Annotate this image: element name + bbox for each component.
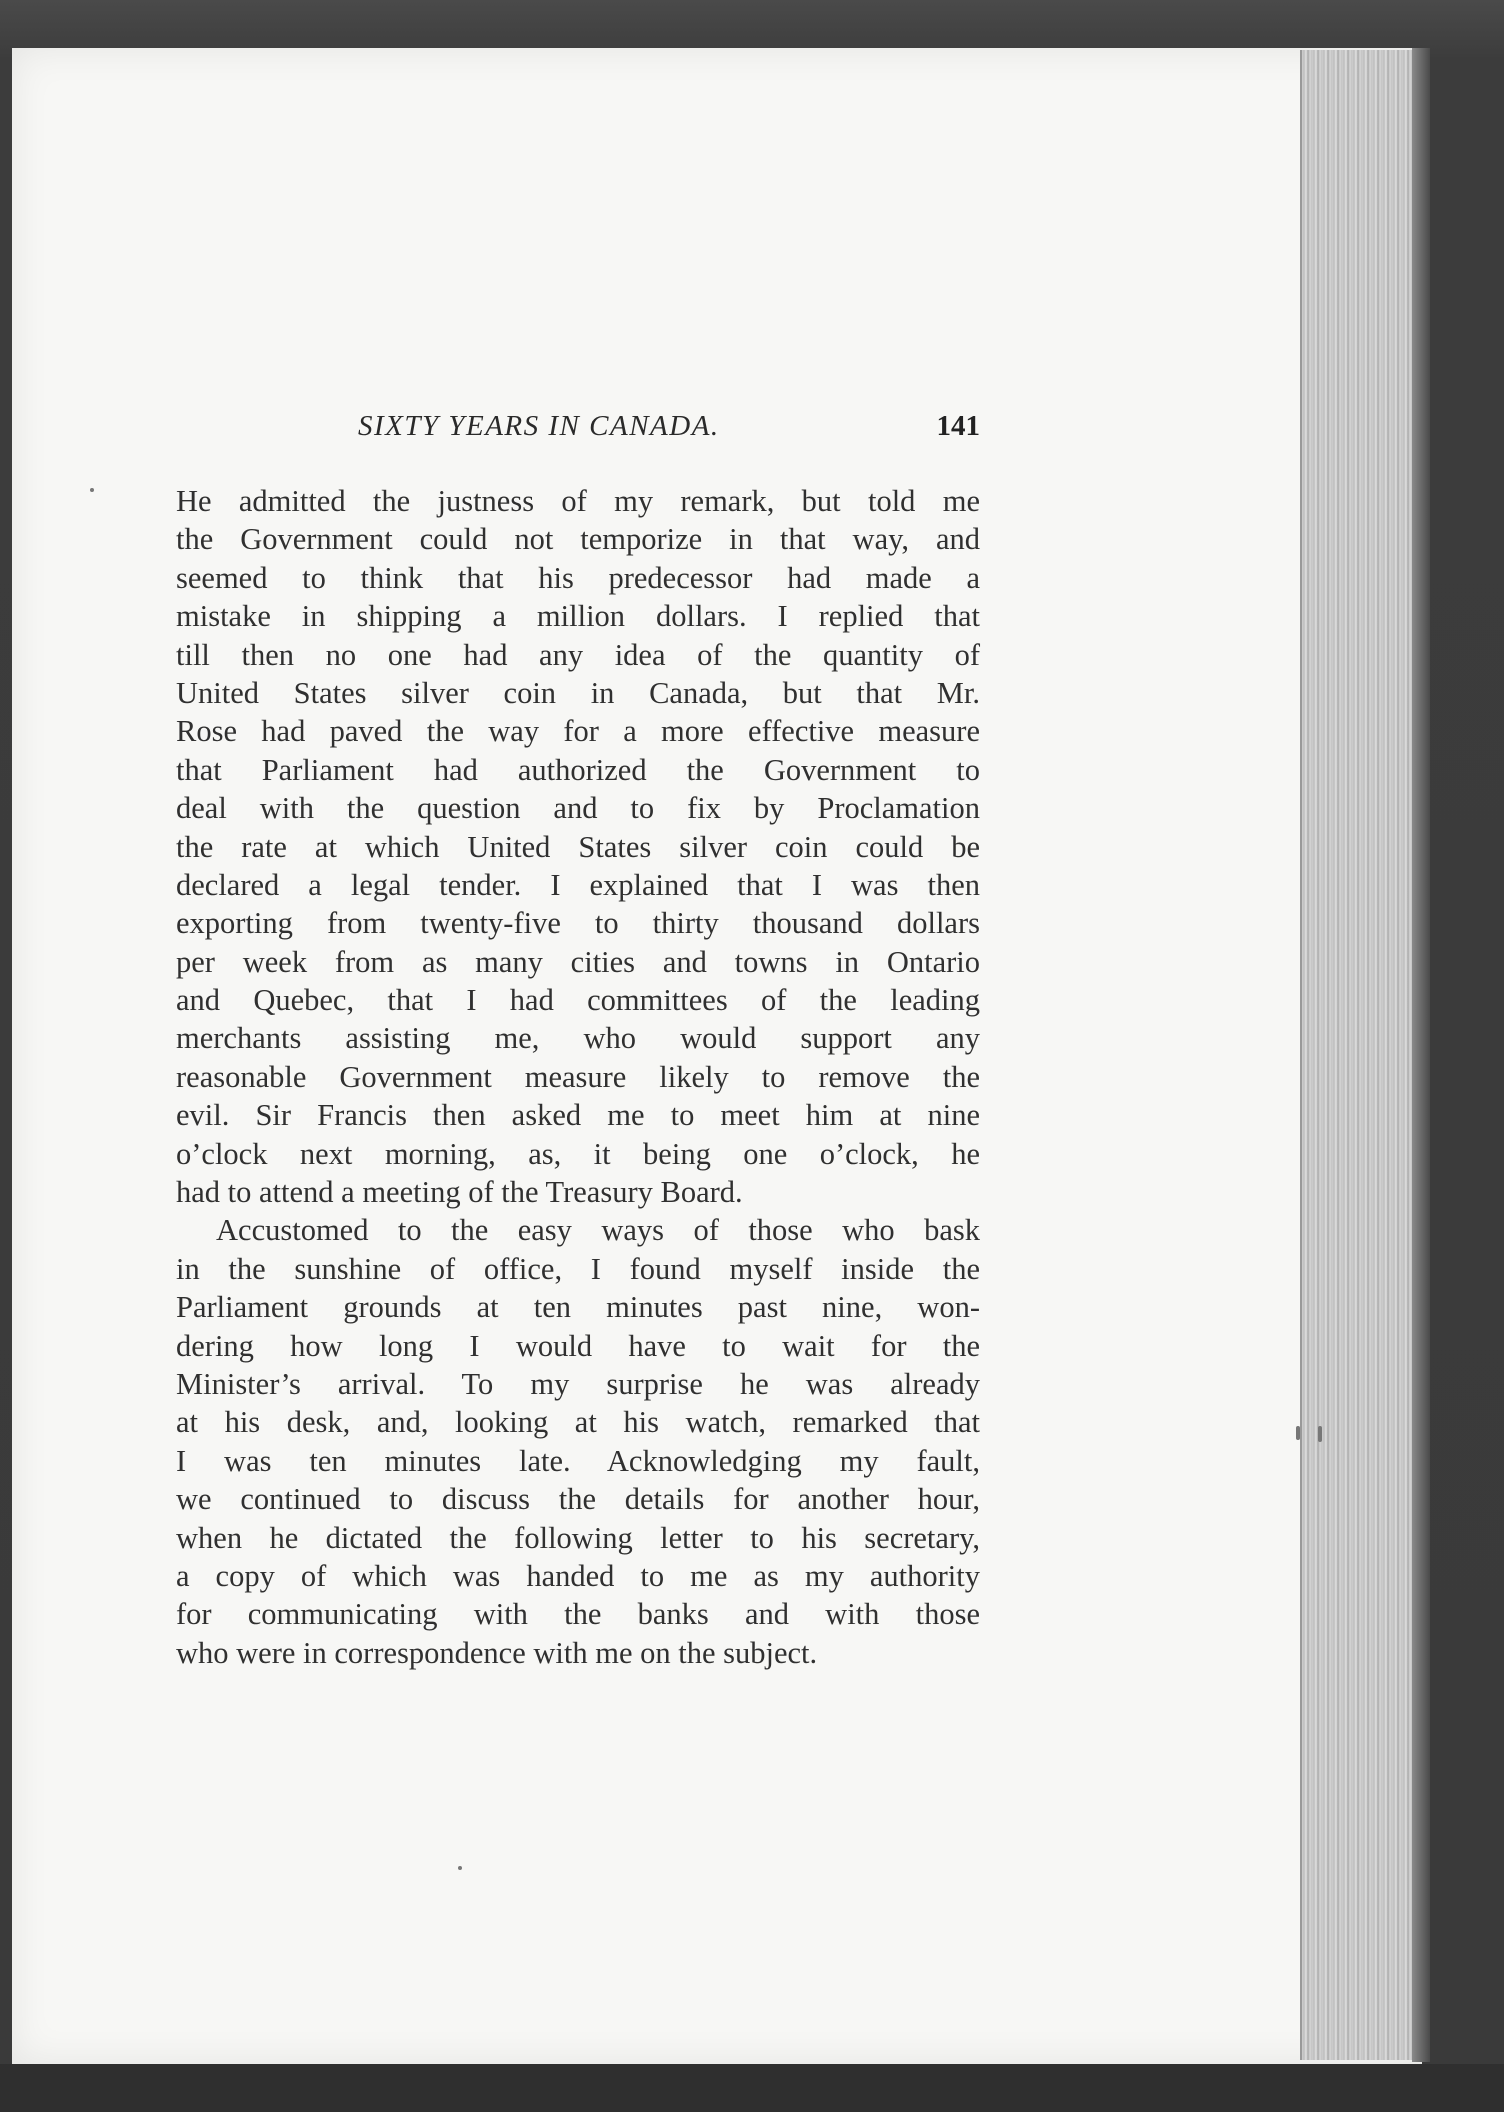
page-fore-edge: [1300, 50, 1424, 2060]
text-line: at his desk, and, looking at his watch, remarked that: [176, 1405, 980, 1440]
text-line: dering how long I would have to wait for the: [176, 1328, 980, 1363]
text-line: He admitted the justness of my remark, but told me: [176, 484, 980, 518]
text-line: exporting from twenty-five to thirty thousand dollars: [176, 906, 980, 941]
text-line: reasonable Government measure likely to remove the: [176, 1059, 980, 1094]
text-line: declared a legal tender. I explained that I was then: [176, 867, 980, 902]
text-line: I was ten minutes late. Acknowledging my fault,: [176, 1443, 980, 1478]
text-line: per week from as many cities and towns in Ontario: [176, 944, 980, 979]
text-line: we continued to discuss the details for another hour,: [176, 1482, 980, 1517]
paragraph: [176, 482, 980, 1211]
text-line: in the sunshine of office, I found myself inside the: [176, 1251, 980, 1286]
text-line: Accustomed to the easy ways of those who bask: [216, 1213, 980, 1248]
body-text: [176, 482, 980, 1672]
text-line: mistake in shipping a million dollars. I replied that: [176, 599, 980, 634]
text-line: till then no one had any idea of the quantity of: [176, 637, 980, 672]
text-line: for communicating with the banks and with those: [176, 1597, 980, 1632]
text-line: who were in correspondence with me on the subject.: [176, 1635, 818, 1670]
text-line: merchants assisting me, who would support any: [176, 1021, 980, 1056]
scan-speck: [1318, 1426, 1322, 1442]
text-line: the rate at which United States silver coin could be: [176, 829, 980, 864]
text-line: and Quebec, that I had committees of the leading: [176, 983, 980, 1018]
text-line: evil. Sir Francis then asked me to meet him at nine: [176, 1098, 980, 1133]
scan-speck: [1296, 1426, 1300, 1440]
text-line: had to attend a meeting of the Treasury Board.: [176, 1175, 743, 1210]
text-line: deal with the question and to fix by Proclamation: [176, 791, 980, 826]
page-number: 141: [936, 410, 980, 442]
text-line: United States silver coin in Canada, but that Mr.: [176, 675, 980, 710]
text-line: o’clock next morning, as, it being one o’clock, he: [176, 1136, 980, 1171]
text-line: Rose had paved the way for a more effective measure: [176, 714, 980, 749]
paragraph: [176, 1211, 980, 1672]
scan-speck: [458, 1866, 462, 1870]
text-line: that Parliament had authorized the Government to: [176, 752, 980, 787]
text-line: when he dictated the following letter to his secretary,: [176, 1520, 980, 1555]
text-line: Minister’s arrival. To my surprise he was already: [176, 1366, 980, 1401]
page-edge-shadow: [1412, 48, 1430, 2062]
running-head: [176, 410, 980, 454]
text-line: Parliament grounds at ten minutes past nine, won-: [176, 1290, 980, 1325]
text-line: the Government could not temporize in that way, and: [176, 522, 980, 557]
running-title: SIXTY YEARS IN CANADA.: [358, 410, 720, 442]
scan-bottom-band: [0, 2064, 1504, 2112]
scan-speck: [90, 488, 94, 492]
text-line: seemed to think that his predecessor had made a: [176, 560, 980, 595]
text-line: a copy of which was handed to me as my authority: [176, 1558, 980, 1593]
